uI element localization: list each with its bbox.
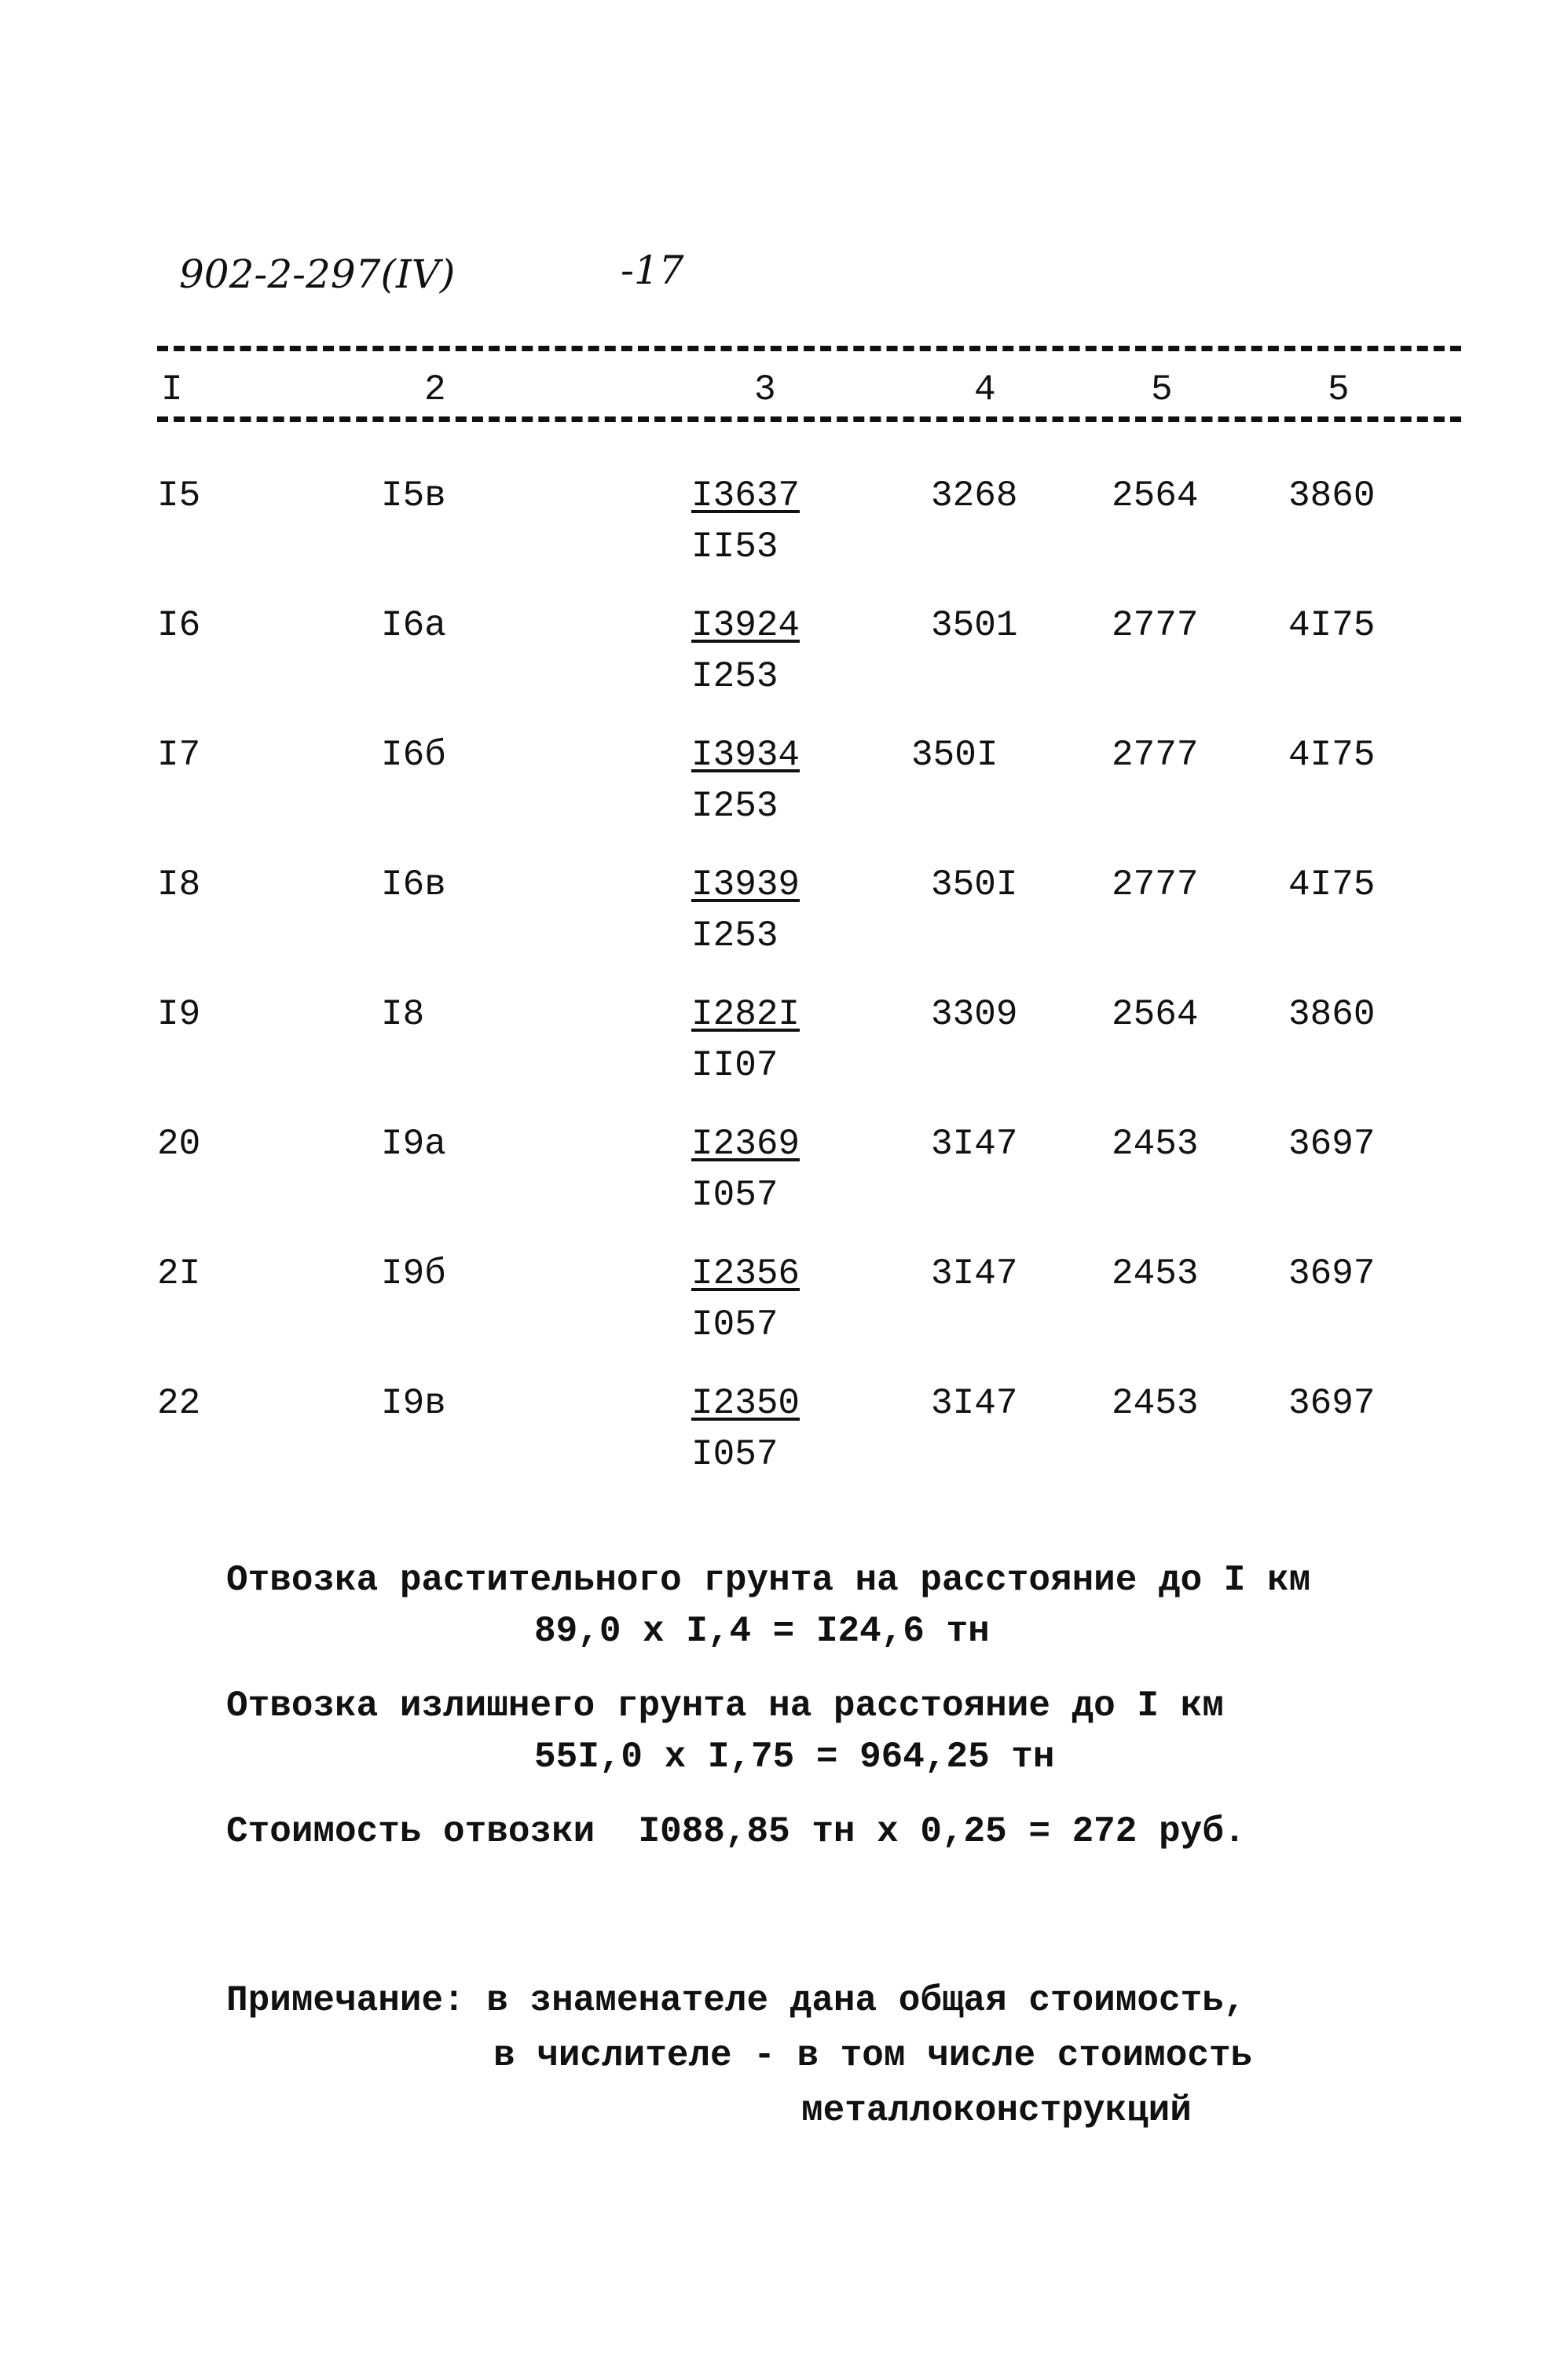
row-col4: 350I (911, 735, 998, 776)
row-denominator: I253 (691, 786, 779, 827)
header-col-6: 5 (1328, 369, 1350, 410)
note-line-1: Отвозка растительного грунта на расстояние до I км (226, 1560, 1311, 1601)
row-numerator: I3934 (691, 735, 800, 776)
row-numerator: I3939 (691, 864, 800, 905)
row-denominator: I057 (691, 1434, 779, 1475)
row-col4: 3268 (931, 475, 1018, 516)
row-number: 22 (157, 1383, 201, 1424)
row-numerator: I2369 (691, 1124, 800, 1165)
row-col5: 2453 (1112, 1124, 1199, 1165)
row-col5: 2564 (1112, 994, 1199, 1035)
header-col-5: 5 (1151, 369, 1173, 410)
row-number: I8 (157, 864, 201, 905)
row-denominator: I057 (691, 1304, 779, 1345)
row-denominator: I253 (691, 915, 779, 956)
row-position: I9а (381, 1124, 446, 1165)
row-col5: 2777 (1112, 864, 1199, 905)
row-numerator: I2356 (691, 1253, 800, 1294)
row-position: I6а (381, 605, 446, 646)
row-position: I9в (381, 1383, 446, 1424)
row-number: I7 (157, 735, 201, 776)
row-col4: 3I47 (931, 1253, 1018, 1294)
row-number: I6 (157, 605, 201, 646)
row-col6: 4I75 (1288, 735, 1376, 776)
row-col4: 350I (931, 864, 1018, 905)
row-denominator: I253 (691, 656, 779, 697)
row-col6: 4I75 (1288, 605, 1376, 646)
row-col6: 3697 (1288, 1383, 1376, 1424)
row-position: I6б (381, 735, 446, 776)
page-number: -17 (621, 248, 684, 293)
row-number: 2I (157, 1253, 201, 1294)
note-line-3: Отвозка излишнего грунта на расстояние до I км (226, 1686, 1224, 1726)
row-numerator: I3924 (691, 605, 800, 646)
header-col-3: 3 (754, 369, 776, 410)
remark-line-1: Примечание: в знаменателе дана общая стоимость, (226, 1980, 1246, 2021)
row-col4: 3309 (931, 994, 1018, 1035)
note-line-5: Стоимость отвозки I088,85 тн х 0,25 = 272 руб. (226, 1811, 1246, 1852)
table-header-rule (157, 416, 1461, 422)
remark-line-3: металлоконструкций (801, 2090, 1192, 2131)
table-top-rule (157, 346, 1461, 351)
row-position: I9б (381, 1253, 446, 1294)
row-number: 20 (157, 1124, 201, 1165)
row-col6: 3860 (1288, 994, 1376, 1035)
row-denominator: II07 (691, 1045, 779, 1086)
row-col5: 2777 (1112, 605, 1199, 646)
header-col-2: 2 (424, 369, 446, 410)
row-position: I5в (381, 475, 446, 516)
row-number: I5 (157, 475, 201, 516)
row-denominator: I057 (691, 1175, 779, 1216)
document-code: 902-2-297(IV) (179, 251, 456, 297)
note-line-2: 89,0 х I,4 = I24,6 тн (534, 1611, 990, 1652)
remark-line-2: в числителе - в том числе стоимость (493, 2035, 1253, 2076)
row-denominator: II53 (691, 526, 779, 567)
header-col-4: 4 (974, 369, 996, 410)
row-numerator: I2350 (691, 1383, 800, 1424)
row-col6: 3697 (1288, 1253, 1376, 1294)
note-line-4: 55I,0 х I,75 = 964,25 тн (534, 1737, 1055, 1777)
row-col6: 3697 (1288, 1124, 1376, 1165)
row-col4: 3I47 (931, 1124, 1018, 1165)
row-col4: 3I47 (931, 1383, 1018, 1424)
row-col6: 4I75 (1288, 864, 1376, 905)
row-col5: 2777 (1112, 735, 1199, 776)
row-position: I6в (381, 864, 446, 905)
row-col6: 3860 (1288, 475, 1376, 516)
row-number: I9 (157, 994, 201, 1035)
row-col5: 2453 (1112, 1253, 1199, 1294)
header-col-1: I (161, 369, 183, 410)
row-col5: 2564 (1112, 475, 1199, 516)
row-position: I8 (381, 994, 425, 1035)
row-col4: 3501 (931, 605, 1018, 646)
row-numerator: I282I (691, 994, 800, 1035)
row-col5: 2453 (1112, 1383, 1199, 1424)
row-numerator: I3637 (691, 475, 800, 516)
